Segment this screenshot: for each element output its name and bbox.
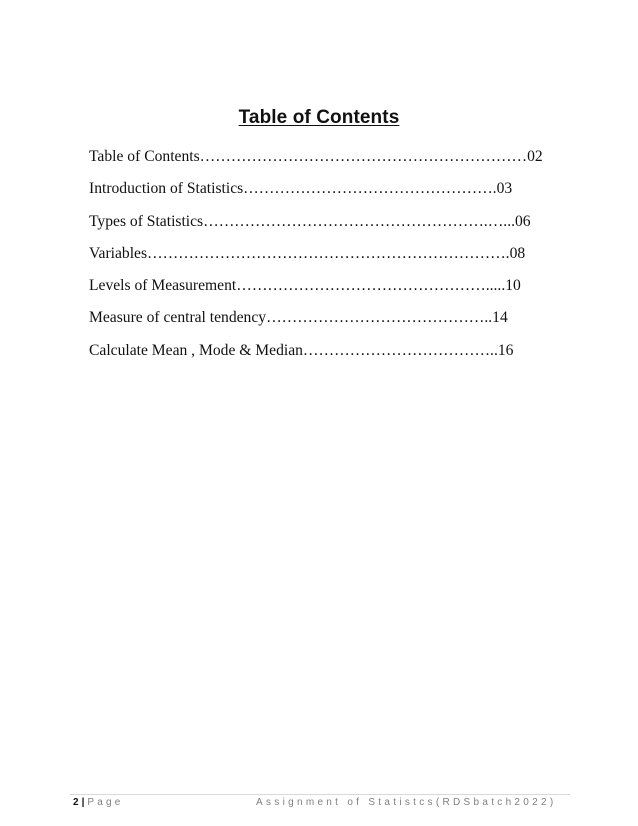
page-label: Page [87, 797, 124, 808]
toc-entry-variables: Variables…………………………………………………………….08 [89, 244, 526, 262]
page-footer [73, 797, 573, 813]
toc-entry-mean-mode-median: Calculate Mean , Mode & Median………………………………..16 [89, 341, 514, 359]
toc-entry-central-tendency: Measure of central tendency……………………………………..14 [89, 309, 508, 327]
toc-entry-table-of-contents: Table of Contents………………………………………………………02 [89, 148, 543, 165]
page-indicator [73, 797, 124, 808]
footer-divider [70, 794, 570, 795]
toc-entry-levels-of-measurement: Levels of Measurement………………………………………….....10 [89, 277, 521, 295]
toc-entry-types-of-statistics: Types of Statistics……………………………………………….…...06 [89, 212, 531, 230]
page-title: Table of Contents [238, 107, 400, 128]
footer-separator: | [81, 797, 85, 808]
table-of-contents [89, 146, 549, 372]
toc-entry-introduction: Introduction of Statistics………………………………………….03 [89, 180, 513, 198]
footer-assignment-title: Assignment of Statistcs(RDSbatch2022) [256, 797, 557, 808]
page-number: 2 [73, 797, 79, 808]
